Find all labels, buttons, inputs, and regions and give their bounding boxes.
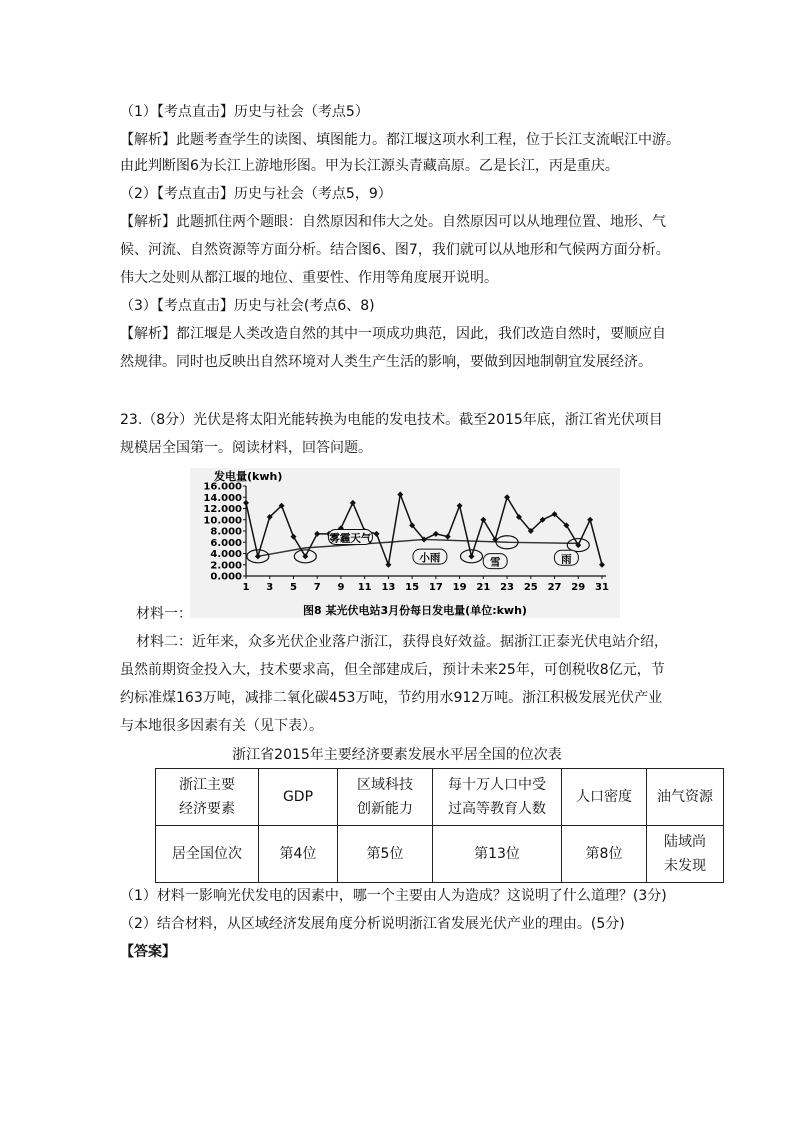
y-tick-label: 12.000 [203, 504, 242, 515]
p3-head: （3）【考点直击】历史与社会(考点6、8) [120, 298, 375, 314]
table-cell: 浙江主要 经济要素 [156, 769, 259, 826]
x-tick-label: 5 [289, 582, 297, 593]
material2-line-1: 材料二：近年来，众多光伏企业落户浙江，获得良好效益。据浙江正泰光伏电站介绍， [136, 634, 668, 650]
p2-head: （2）【考点直击】历史与社会（考点5，9） [120, 186, 392, 202]
x-tick-label: 3 [266, 582, 274, 593]
y-tick-label: 16.000 [203, 481, 242, 493]
x-tick-label: 9 [337, 582, 345, 593]
y-tick-label: 10.000 [203, 515, 242, 527]
chart-title: 图8 某光伏电站3月份每日发电量(单位:kwh) [303, 604, 527, 617]
x-tick-label: 1 [242, 582, 250, 593]
weather-label: 小雨 [419, 552, 441, 565]
weather-label: 雾霾天气 [329, 532, 372, 545]
answer-label: 【答案】 [120, 944, 176, 960]
p1-analysis-1: 【解析】此题考查学生的读图、填图能力。都江堰这项水利工程，位于长江支流岷江中游。 [120, 132, 680, 148]
p2-analysis-3: 伟大之处则从都江堰的地位、重要性、作用等角度展开说明。 [120, 270, 498, 286]
p1-head: （1）【考点直击】历史与社会（考点5） [120, 104, 369, 120]
table-cell: 第8位 [562, 826, 647, 883]
x-tick-label: 23 [500, 582, 515, 593]
x-tick-label: 21 [476, 582, 491, 593]
p2-analysis-2: 候、河流、自然资源等方面分析。结合图6、图7，我们就可以从地形和气候两方面分析。 [120, 242, 670, 258]
x-tick-label: 7 [313, 582, 321, 593]
table-cell: 人口密度 [562, 769, 647, 826]
weather-label: 雨 [561, 553, 572, 566]
table-cell: 陆域尚 未发现 [647, 826, 724, 883]
y-tick-label: 14.000 [203, 492, 242, 504]
question-1: （1）材料一影响光伏发电的因素中，哪一个主要由人为造成？这说明了什么道理？(3分) [120, 888, 667, 904]
chart-ylabel: 发电量(kwh) [214, 470, 283, 483]
y-tick-label: 4.000 [210, 549, 242, 560]
chart-svg [190, 468, 620, 618]
table-row [156, 769, 724, 826]
p2-analysis-1: 【解析】此题抓住两个题眼：自然原因和伟大之处。自然原因可以从地理位置、地形、气 [120, 214, 666, 230]
p3-analysis-1: 【解析】都江堰是人类改造自然的其中一项成功典范，因此，我们改造自然时，要顺应自 [120, 326, 666, 342]
x-tick-label: 15 [405, 582, 420, 593]
x-tick-label: 31 [595, 582, 609, 593]
x-tick-label: 27 [547, 582, 562, 593]
table-cell: GDP [259, 769, 338, 826]
p1-analysis-2: 由此判断图6为长江上游地形图。甲为长江源头青藏高原。乙是长江，丙是重庆。 [120, 158, 619, 174]
table-cell: 居全国位次 [156, 826, 259, 883]
power-chart [190, 468, 620, 618]
table-cell: 每十万人口中受 过高等教育人数 [433, 769, 562, 826]
y-tick-label: 6.000 [210, 537, 242, 549]
q23-stem-1: 23.（8分）光伏是将太阳光能转换为电能的发电技术。截至2015年底，浙江省光伏项目 [120, 412, 663, 428]
x-tick-label: 11 [357, 582, 372, 593]
table-row [156, 826, 724, 883]
table-cell: 第13位 [433, 826, 562, 883]
table-cell: 第5位 [338, 826, 433, 883]
x-tick-label: 19 [452, 582, 467, 593]
table-cell: 油气资源 [647, 769, 724, 826]
table-title: 浙江省2015年主要经济要素发展水平居全国的位次表 [232, 747, 562, 763]
material2-line-3: 约标准煤163万吨，减排二氧化碳453万吨，节约用水912万吨。浙江积极发展光伏产业 [120, 690, 663, 706]
table-cell: 区域科技 创新能力 [338, 769, 433, 826]
x-tick-label: 25 [523, 582, 538, 593]
table-cell: 第4位 [259, 826, 338, 883]
ranking-table [155, 768, 724, 883]
question-2: （2）结合材料，从区域经济发展角度分析说明浙江省发展光伏产业的理由。(5分) [120, 916, 625, 932]
y-tick-label: 0.000 [210, 571, 242, 583]
p3-analysis-2: 然规律。同时也反映出自然环境对人类生产生活的影响，要做到因地制朝宜发展经济。 [120, 354, 652, 370]
q23-stem-2: 规模居全国第一。阅读材料，回答问题。 [120, 440, 372, 456]
x-tick-label: 17 [428, 582, 443, 593]
weather-label: 雪 [489, 556, 501, 569]
x-tick-label: 13 [381, 582, 396, 593]
material2-line-2: 虽然前期资金投入大，技术要求高，但全部建成后，预计未来25年，可创税收8亿元，节 [120, 662, 665, 678]
material2-line-4: 与本地很多因素有关（见下表）。 [120, 718, 323, 734]
x-tick-label: 29 [571, 582, 586, 593]
material1-label: 材料一： [136, 606, 192, 622]
y-tick-label: 2.000 [210, 560, 242, 572]
y-tick-label: 8.000 [210, 526, 242, 538]
